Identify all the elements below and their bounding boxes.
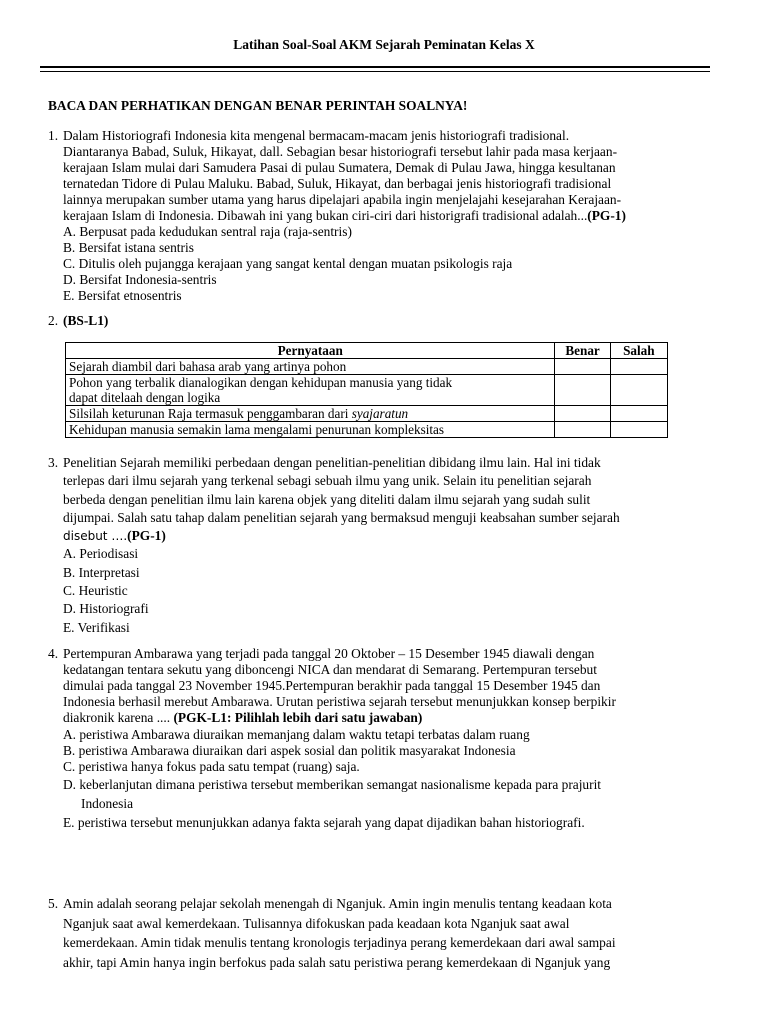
- answer-option-e: E. Bersifat etnosentris: [63, 288, 182, 303]
- answer-option-d-cont: Indonesia: [81, 796, 134, 811]
- question-type-tag: (PG-1): [127, 528, 166, 544]
- q1-line-5: lainnya merupakan sumber utama yang harus dipelajari apabila ingin menjelajahi kesejarahan Kerajaan-: [63, 192, 622, 207]
- benar-cell[interactable]: [555, 359, 610, 375]
- statement-cell: Sejarah diambil dari bahasa arab yang artinya pohon: [66, 359, 555, 375]
- q3-line-5: disebut ….(PG-1): [63, 528, 166, 544]
- q5-line-2: Nganjuk saat awal kemerdekaan. Tulisannya difokuskan pada keadaan kota Nganjuk saat awal: [63, 915, 570, 931]
- question-1: [48, 128, 723, 304]
- answer-option-c: C. peristiwa hanya fokus pada satu tempat (ruang) saja.: [63, 759, 360, 774]
- q4-line-1: Pertempuran Ambarawa yang terjadi pada tanggal 20 Oktober – 15 Desember 1945 diawali dengan: [63, 646, 595, 661]
- answer-option-a: A. peristiwa Ambarawa diuraikan memanjang dalam waktu tetapi terbatas dalam ruang: [63, 727, 530, 742]
- q1-line-2: Diantaranya Babad, Suluk, Hikayat, dall. Sebagian besar historiografi tersebut lahir pada masa kerjaan-: [63, 144, 618, 159]
- question-type-tag: (PGK-L1: Pilihlah lebih dari satu jawaban): [173, 710, 423, 725]
- salah-cell[interactable]: [610, 375, 667, 406]
- answer-option-e: E. Verifikasi: [63, 619, 130, 635]
- question-number: 5.: [48, 896, 59, 911]
- question-2: [48, 313, 723, 329]
- question-type-tag: (PG-1): [587, 208, 626, 223]
- table-row: [66, 359, 668, 375]
- answer-option-d: D. Bersifat Indonesia-sentris: [63, 272, 217, 287]
- q5-line-4: akhir, tapi Amin hanya ingin berfokus pada salah satu peristiwa perang kemerdekaan di Nganjuk yang: [63, 954, 611, 970]
- q4-line-4: Indonesia berhasil merebut Ambarawa. Urutan peristiwa sejarah tersebut menunjukkan konsep berpikir: [63, 694, 616, 709]
- q1-line-6: kerajaan Islam di Indonesia. Dibawah ini yang bukan ciri-ciri dari historigrafi tradisional adalah...(PG-1): [63, 208, 626, 223]
- question-3: [48, 454, 723, 637]
- question-type-tag: (BS-L1): [63, 313, 109, 328]
- table-row: [66, 406, 668, 422]
- question-number: 3.: [48, 455, 59, 470]
- q1-line-1: Dalam Historiografi Indonesia kita mengenal bermacam-macam jenis historiografi tradisional.: [63, 128, 570, 143]
- q3-line-2: terlepas dari ilmu sejarah yang terkenal sebagi sebuah ilmu yang unik. Selain itu penelitian sejarah: [63, 473, 592, 489]
- benar-header: Benar: [555, 343, 610, 359]
- benar-cell[interactable]: [555, 375, 610, 406]
- answer-option-d: D. keberlanjutan dimana peristiwa tersebut memberikan semangat nasionalisme kepada para prajurit: [63, 777, 602, 792]
- header-rule-thin: [40, 71, 710, 72]
- salah-cell[interactable]: [610, 359, 667, 375]
- statement-cell: Kehidupan manusia semakin lama mengalami penurunan kompleksitas: [66, 422, 555, 438]
- instruction-heading: BACA DAN PERHATIKAN DENGAN BENAR PERINTAH SOALNYA!: [48, 98, 468, 113]
- question-number: 4.: [48, 646, 59, 661]
- answer-option-b: B. Interpretasi: [63, 564, 140, 580]
- question-number: 2.: [48, 313, 59, 328]
- table-header-row: [66, 343, 668, 359]
- q3-line-4: dijumpai. Salah satu tahap dalam penelitian sejarah yang bermaksud menguji keabsahan sumber sejarah: [63, 509, 620, 525]
- q3-line-1: Penelitian Sejarah memiliki perbedaan dengan penelitian-penelitian dibidang ilmu lain. Hal ini tidak: [63, 455, 601, 470]
- answer-option-b: B. peristiwa Ambarawa diuraikan dari aspek sosial dan politik masyarakat Indonesia: [63, 743, 516, 758]
- true-false-table: [65, 342, 668, 438]
- q3-line-3: berbeda dengan penelitian ilmu lain karena objek yang diteliti dalam ilmu sejarah yang sudah sulit: [63, 491, 591, 507]
- question-number: 1.: [48, 128, 59, 143]
- q5-line-3: kemerdekaan. Amin tidak menulis tentang kronologis terjadinya perang kemerdekaan dari awal sampai: [63, 935, 616, 950]
- q4-line-2: kedatangan tentara sekutu yang diboncengi NICA dan mendarat di Semarang. Pertempuran tersebut: [63, 662, 597, 677]
- statement-header: Pernyataan: [66, 343, 555, 359]
- q1-line-4: ternatedan Tidore di Pulau Maluku. Babad, Suluk, Hikayat, dan berbagai jenis historiografi tradisional: [63, 176, 612, 191]
- q1-line-3: kerajaan Islam mulai dari Samudera Pasai di pulau Sumatera, Demak di Pulau Jawa, hingga kesultanan: [63, 160, 616, 175]
- q5-line-1: Amin adalah seorang pelajar sekolah menengah di Nganjuk. Amin ingin menulis tentang keadaan kota: [63, 896, 612, 911]
- answer-option-a: A. Berpusat pada kedudukan sentral raja (raja-sentris): [63, 224, 352, 239]
- salah-header: Salah: [610, 343, 667, 359]
- statement-cell: Pohon yang terbalik dianalogikan dengan kehidupan manusia yang tidak dapat ditelaah dengan logika: [66, 375, 555, 406]
- table-row: [66, 375, 668, 406]
- table-row: [66, 422, 668, 438]
- benar-cell[interactable]: [555, 422, 610, 438]
- question-4: [48, 646, 723, 832]
- salah-cell[interactable]: [610, 406, 667, 422]
- question-5: [48, 894, 723, 972]
- answer-option-a: A. Periodisasi: [63, 546, 139, 562]
- answer-option-c: C. Ditulis oleh pujangga kerajaan yang sangat kental dengan muatan psikologis raja: [63, 256, 513, 271]
- header-rule-thick: [40, 66, 710, 68]
- answer-option-e: E. peristiwa tersebut menunjukkan adanya fakta sejarah yang dapat dijadikan bahan historiografi.: [63, 815, 585, 830]
- benar-cell[interactable]: [555, 406, 610, 422]
- q4-line-3: dimulai pada tanggal 23 November 1945.Pertempuran berakhir pada tanggal 15 Desember 1945 dan: [63, 678, 601, 693]
- answer-option-d: D. Historiografi: [63, 601, 149, 617]
- salah-cell[interactable]: [610, 422, 667, 438]
- answer-option-b: B. Bersifat istana sentris: [63, 240, 194, 255]
- q4-line-5: diakronik karena .... (PGK-L1: Pilihlah lebih dari satu jawaban): [63, 710, 423, 725]
- answer-option-c: C. Heuristic: [63, 583, 128, 599]
- statement-cell: Silsilah keturunan Raja termasuk penggambaran dari syajaratun: [66, 406, 555, 422]
- document-title: Latihan Soal-Soal AKM Sejarah Peminatan Kelas X: [233, 37, 535, 52]
